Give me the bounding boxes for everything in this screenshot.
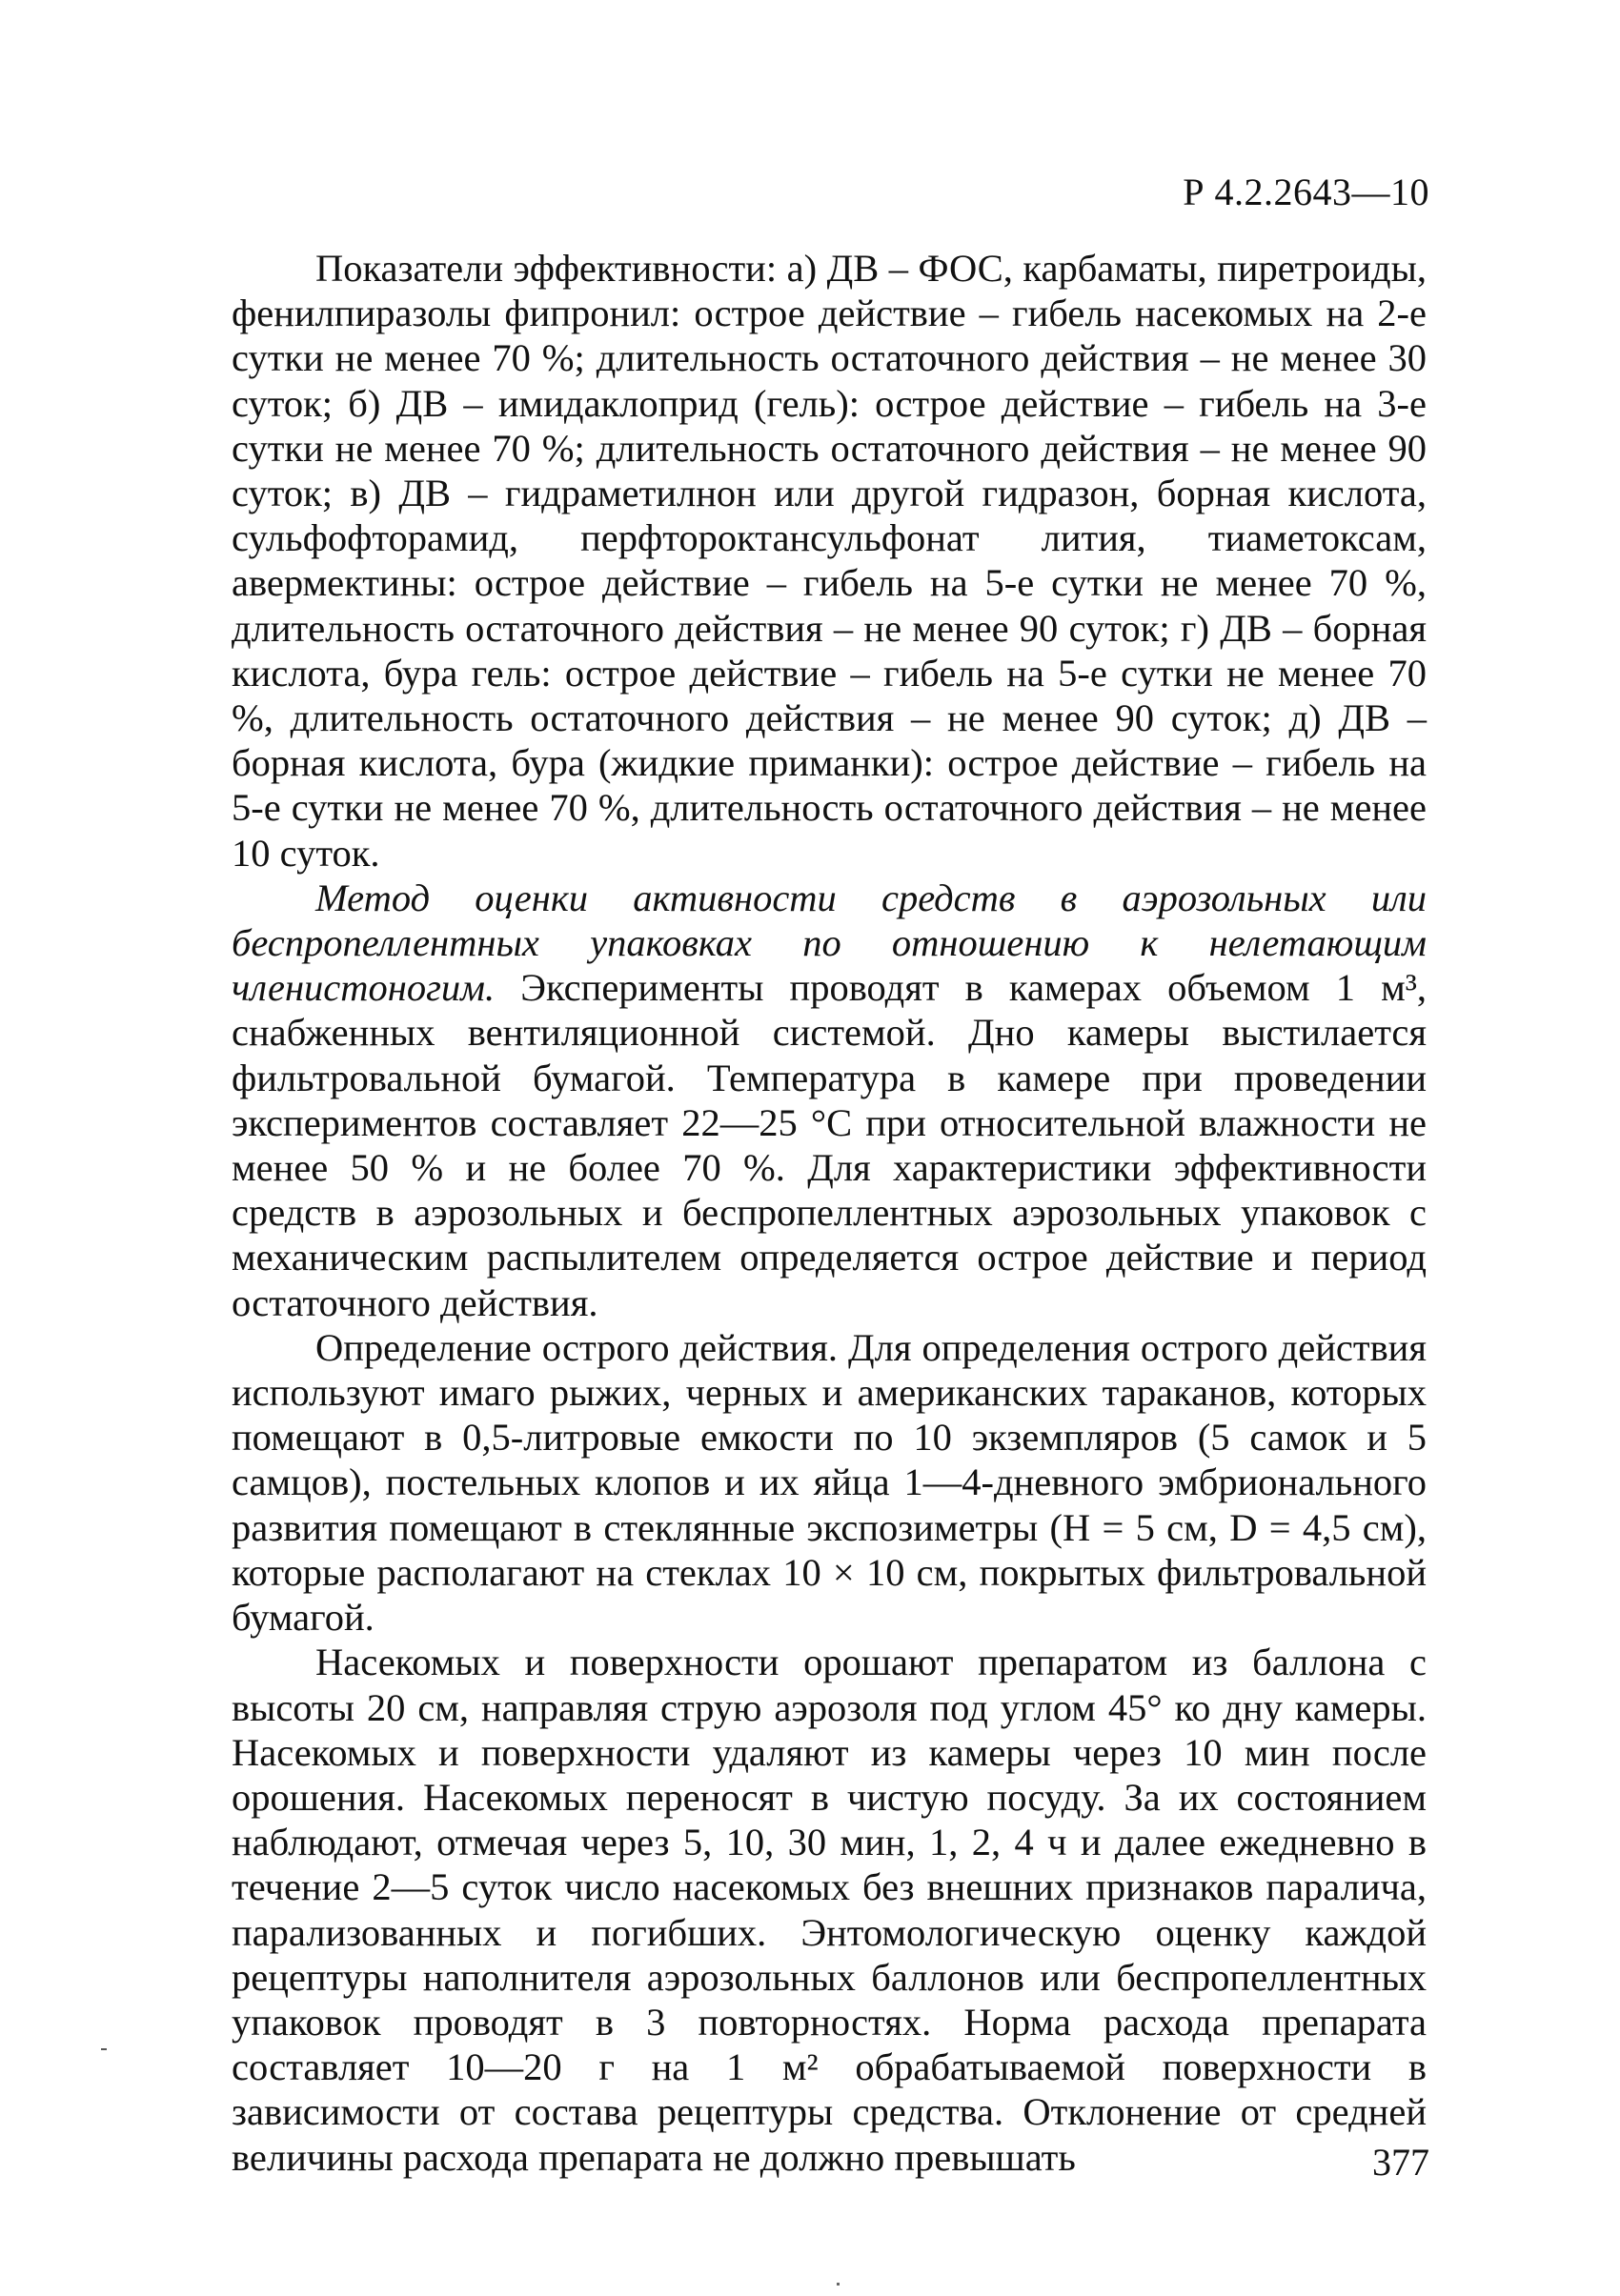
body-text: [232, 246, 1427, 2180]
method-description: Эксперименты проводят в камерах объемом 1 м³, снабженных вентиляционной системой. Дно камеры выстилается фильтровальной бумагой. Температура в камере при проведении экспериментов составляет 22—25 °С при относительной влажности не менее 50 % и не более 70 %. Для характеристики эффективности средств в аэрозольных и беспропеллентных аэрозольных упаковок с механическим распылителем определяется острое действие и период остаточного действия.: [232, 966, 1427, 1324]
document-code-header: Р 4.2.2643—10: [1183, 171, 1429, 213]
scan-speck: [837, 2283, 840, 2286]
paragraph-aerosol-method: [232, 876, 1427, 1325]
page-number: 377: [1372, 2141, 1429, 2184]
paragraph-efficiency-indicators: Показатели эффективности: а) ДВ – ФОС, карбаматы, пиретроиды, фенилпиразолы фипронил: острое действие – гибель насекомых на 2-е сутки не менее 70 %; длительность остаточного действия – не менее 30 суток; б) ДВ – имидаклоприд (гель): острое действие – гибель на 3-е сутки не менее 70 %; длительность остаточного действия – не менее 90 суток; в) ДВ – гидраметилнон или другой гидразон, борная кислота, сульфофторамид, перфтороктансульфонат лития, тиаметоксам, авермектины: острое действие – гибель на 5-е сутки не менее 70 %, длительность остаточного действия – не менее 90 суток; г) ДВ – борная кислота, бура гель: острое действие – гибель на 5-е сутки не менее 70 %, длительность остаточного действия – не менее 90 суток; д) ДВ – борная кислота, бура (жидкие приманки): острое действие – гибель на 5-е сутки не менее 70 %, длительность остаточного действия – не менее 10 суток.: [232, 247, 1427, 875]
method-heading-italic: Метод оценки активности средств в аэрозольных или беспропеллентных упаковках по отношению к нелетающим членистоногим.: [232, 876, 1427, 1010]
margin-mark: [101, 2048, 107, 2050]
paragraph-treatment-procedure: Насекомых и поверхности орошают препаратом из баллона с высоты 20 см, направляя струю аэрозоля под углом 45° ко дну камеры. Насекомых и поверхности удаляют из камеры через 10 мин после орошения. Насекомых переносят в чистую посуду. За их состоянием наблюдают, отмечая через 5, 10, 30 мин, 1, 2, 4 ч и далее ежедневно в течение 2—5 суток число насекомых без внешних признаков паралича, парализованных и погибших. Энтомологическую оценку каждой рецептуры наполнителя аэрозольных баллонов или беспропеллентных упаковок проводят в 3 повторностях. Норма расхода препарата составляет 10—20 г на 1 м² обрабатываемой поверхности в зависимости от состава рецептуры средства. Отклонение от средней величины расхода препарата не должно превышать: [232, 1641, 1427, 2179]
paragraph-acute-action: Определение острого действия. Для определения острого действия используют имаго рыжих, черных и американских тараканов, которых помещают в 0,5-литровые емкости по 10 экземпляров (5 самок и 5 самцов), постельных клопов и их яйца 1—4-дневного эмбрионального развития помещают в стеклянные экспозиметры (H = 5 см, D = 4,5 см), которые располагают на стеклах 10 × 10 см, покрытых фильтровальной бумагой.: [232, 1325, 1427, 1640]
